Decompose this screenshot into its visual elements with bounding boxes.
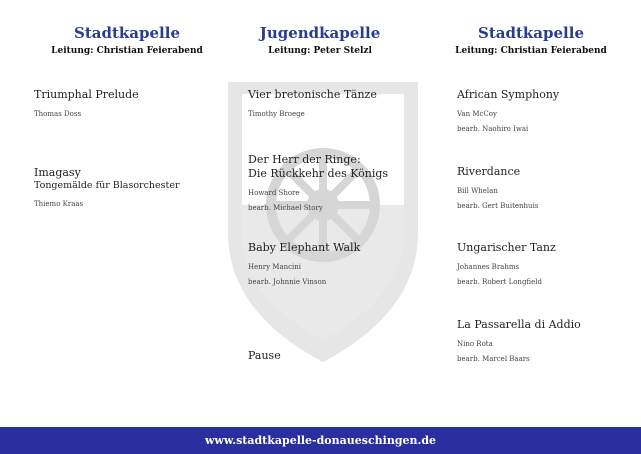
- piece-composer: Johannes Brahms: [457, 263, 520, 271]
- piece-title: Imagasy: [34, 166, 81, 179]
- piece-composer: Bill Whelan: [457, 187, 498, 195]
- program-piece: [248, 88, 377, 119]
- footer-url-bar: [0, 427, 641, 454]
- program-piece: [457, 318, 581, 364]
- piece-arranger: bearb. Johnnie Vinson: [248, 278, 327, 286]
- piece-title: Pause: [248, 349, 281, 362]
- program-piece: [248, 241, 360, 287]
- piece-arranger: bearb. Naohiro Iwai: [457, 125, 529, 133]
- piece-title-line2: Die Rückkehr des Königs: [248, 167, 389, 180]
- program-piece: [34, 166, 180, 209]
- program-piece-pause: [248, 349, 281, 363]
- column-header: [426, 24, 636, 56]
- program-piece: [457, 88, 559, 134]
- piece-composer: Van McCoy: [457, 110, 497, 118]
- program-piece: [457, 241, 556, 287]
- coat-of-arms-wheel-icon: [228, 82, 418, 362]
- column-title: Stadtkapelle: [478, 24, 584, 42]
- program-piece: [34, 88, 139, 119]
- piece-title: La Passarella di Addio: [457, 318, 581, 331]
- piece-title: African Symphony: [457, 88, 560, 101]
- piece-title: Der Herr der Ringe:: [248, 153, 361, 166]
- piece-title: Vier bretonische Tänze: [248, 88, 377, 101]
- piece-composer: Thiemo Kraas: [34, 200, 84, 208]
- piece-composer: Timothy Broege: [248, 110, 305, 118]
- piece-composer: Henry Mancini: [248, 263, 302, 271]
- column-title: Stadtkapelle: [74, 24, 180, 42]
- column-title: Jugendkapelle: [259, 24, 381, 42]
- piece-title: Triumphal Prelude: [34, 88, 139, 101]
- piece-title: Baby Elephant Walk: [248, 241, 361, 254]
- program-piece: [248, 153, 388, 213]
- column-leader: Leitung: Christian Feierabend: [455, 46, 607, 56]
- piece-arranger: bearb. Michael Story: [248, 204, 323, 212]
- column-leader: Leitung: Christian Feierabend: [51, 46, 203, 56]
- piece-title: Riverdance: [457, 165, 521, 178]
- program-piece: [457, 165, 538, 211]
- piece-composer: Thomas Doss: [34, 110, 82, 118]
- piece-arranger: bearb. Robert Longfield: [457, 278, 542, 286]
- column-leader: Leitung: Peter Stelzl: [268, 46, 372, 56]
- column-header: [220, 24, 420, 56]
- website-link[interactable]: www.stadtkapelle-donaueschingen.de: [204, 434, 437, 447]
- piece-composer: Howard Shore: [248, 189, 300, 197]
- column-header: [27, 24, 227, 56]
- piece-arranger: bearb. Gert Buitenhuis: [457, 202, 539, 210]
- piece-subtitle: Tongemälde für Blasorchester: [34, 180, 180, 191]
- piece-arranger: bearb. Marcel Baars: [457, 355, 530, 363]
- piece-composer: Nino Rota: [457, 340, 493, 348]
- piece-title: Ungarischer Tanz: [457, 241, 556, 254]
